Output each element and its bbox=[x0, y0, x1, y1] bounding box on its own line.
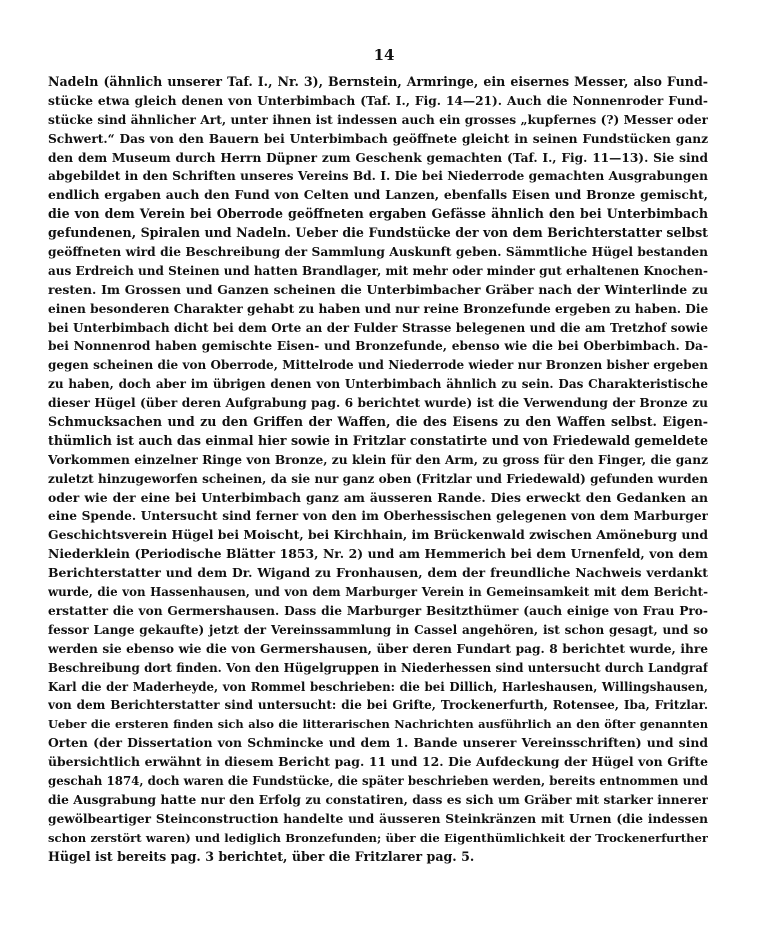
text-line: schon zerstört waren) und lediglich Bronzefunden; über die Eigenthümlichkeit der Trockenerfurther bbox=[48, 830, 708, 845]
text-line: Vorkommen einzelner Ringe von Bronze, zu klein für den Arm, zu gross für den Finger, die ganz bbox=[48, 452, 708, 467]
page-number: 14 bbox=[373, 46, 395, 64]
text-line: abgebildet in den Schriften unseres Vereins Bd. I. Die bei Niederrode gemachten Ausgrabungen bbox=[48, 169, 708, 184]
text-line: die Ausgrabung hatte nur den Erfolg zu constatiren, dass es sich um Gräber mit starker innerer bbox=[48, 792, 708, 807]
text-line: einen besonderen Charakter gehabt zu haben und nur reine Bronzefunde ergeben zu haben. Die bbox=[48, 301, 708, 316]
text-line: resten. Im Grossen und Ganzen scheinen die Unterbimbacher Gräber nach der Winterlinde zu bbox=[48, 281, 708, 297]
text-line: Nadeln (ähnlich unserer Taf. I., Nr. 3), Bernstein, Armringe, ein eisernes Messer, also Fund- bbox=[48, 74, 708, 89]
text-line: den dem Museum durch Herrn Düpner zum Geschenk gemachten (Taf. I., Fig. 11—13). Sie sind bbox=[48, 150, 708, 165]
text-line: Karl die der Maderheyde, von Rommel beschrieben: die bei Dillich, Harleshausen, Willingshausen, bbox=[48, 679, 708, 694]
text-line: bei Nonnenrod haben gemischte Eisen- und Bronzefunde, ebenso wie die bei Oberbimbach. Da- bbox=[48, 339, 708, 354]
text-line: werden sie ebenso wie die von Germershausen, über deren Fundart pag. 8 berichtet wurde, ihre bbox=[48, 641, 708, 656]
text-line: stücke sind ähnlicher Art, unter ihnen ist indessen auch ein grosses „kupfernes (?) Messer oder bbox=[48, 112, 708, 127]
text-line: von dem Berichterstatter sind untersucht: die bei Grifte, Trockenerfurth, Rotensee, Iba, Fritzlar. bbox=[48, 698, 708, 713]
text-line: bei Unterbimbach dicht bei dem Orte an der Fulder Strasse belegenen und die am Tretzhof sowie bbox=[48, 320, 708, 335]
text-line: zuletzt hinzugeworfen scheinen, da sie nur ganz oben (Fritzlar und Friedewald) gefunden wurden bbox=[48, 471, 708, 486]
text-line: dieser Hügel (über deren Aufgrabung pag. 6 berichtet wurde) ist die Verwendung der Bronze zu bbox=[48, 396, 708, 411]
text-line: gegen scheinen die von Oberrode, Mittelrode und Niederrode wieder nur Bronzen bisher ergeben bbox=[48, 358, 708, 373]
text-line: geschah 1874, doch waren die Fundstücke, die später beschrieben werden, bereits entnommen und bbox=[48, 773, 708, 788]
text-line: oder wie der eine bei Unterbimbach ganz am äusseren Rande. Dies erweckt den Gedanken an bbox=[48, 489, 708, 505]
text-line: geöffneten wird die Beschreibung der Sammlung Auskunft geben. Sämmtliche Hügel bestanden bbox=[48, 245, 708, 260]
text-line: Schmucksachen und zu den Griffen der Waffen, die des Eisens zu den Waffen selbst. Eigen- bbox=[48, 414, 708, 430]
text-line: Niederklein (Periodische Blätter 1853, Nr. 2) und am Hemmerich bei dem Urnenfeld, von dem bbox=[48, 546, 708, 562]
text-line: endlich ergaben auch den Fund von Celten und Lanzen, ebenfalls Eisen und Bronze gemischt, bbox=[48, 187, 708, 203]
text-line: aus Erdreich und Steinen und hatten Brandlager, mit mehr oder minder gut erhaltenen Knochen- bbox=[48, 263, 708, 278]
text-line: Hügel ist bereits pag. 3 berichtet, über die Fritzlarer pag. 5. bbox=[48, 848, 475, 864]
text-line: gefundenen, Spiralen und Nadeln. Ueber die Fundstücke der von dem Berichterstatter selbst bbox=[48, 225, 708, 241]
text-line: Geschichtsverein Hügel bei Moischt, bei Kirchhain, im Brückenwald zwischen Amöneburg und bbox=[48, 527, 708, 543]
text-line: übersichtlich erwähnt in diesem Bericht pag. 11 und 12. Die Aufdeckung der Hügel von Grifte bbox=[48, 754, 708, 770]
text-line: stücke etwa gleich denen von Unterbimbach (Taf. I., Fig. 14—21). Auch die Nonnenroder Fund- bbox=[48, 93, 708, 108]
text-line: thümlich ist auch das einmal hier sowie in Fritzlar constatirte und von Friedewald gemeldete bbox=[48, 432, 708, 448]
text-line: zu haben, doch aber im übrigen denen von Unterbimbach ähnlich zu sein. Das Charakteristische bbox=[48, 377, 708, 392]
text-line: fessor Lange gekaufte) jetzt der Vereinssammlung in Cassel angehören, ist schon gesagt, und so bbox=[48, 622, 708, 637]
body-text bbox=[48, 73, 708, 866]
text-line: erstatter die von Germershausen. Dass die Marburger Besitzthümer (auch einige von Frau Pro- bbox=[48, 603, 708, 618]
text-line: Ueber die ersteren finden sich also die litterarischen Nachrichten ausführlich an den öfter genannten bbox=[48, 717, 708, 732]
text-line: gewölbeartiger Steinconstruction handelte und äusseren Steinkränzen mit Urnen (die indessen bbox=[48, 811, 708, 826]
text-line: die von dem Verein bei Oberrode geöffneten ergaben Gefässe ähnlich den bei Unterbimbach bbox=[48, 206, 708, 222]
text-line: Orten (der Dissertation von Schmincke und dem 1. Bande unserer Vereinsschriften) und sind bbox=[48, 735, 708, 751]
text-line: wurde, die von Hassenhausen, und von dem Marburger Verein in Gemeinsamkeit mit dem Bericht- bbox=[48, 585, 708, 600]
text-line: Schwert.“ Das von den Bauern bei Unterbimbach geöffnete gleicht in seinen Fundstücken ganz bbox=[48, 131, 708, 146]
text-line: eine Spende. Untersucht sind ferner von den im Oberhessischen gelegenen von dem Marburger bbox=[48, 509, 708, 524]
text-line: Beschreibung dort finden. Von den Hügelgruppen in Niederhessen sind untersucht durch Landgraf bbox=[48, 660, 708, 675]
text-line: Berichterstatter und dem Dr. Wigand zu Fronhausen, dem der freundliche Nachweis verdankt bbox=[48, 565, 708, 581]
